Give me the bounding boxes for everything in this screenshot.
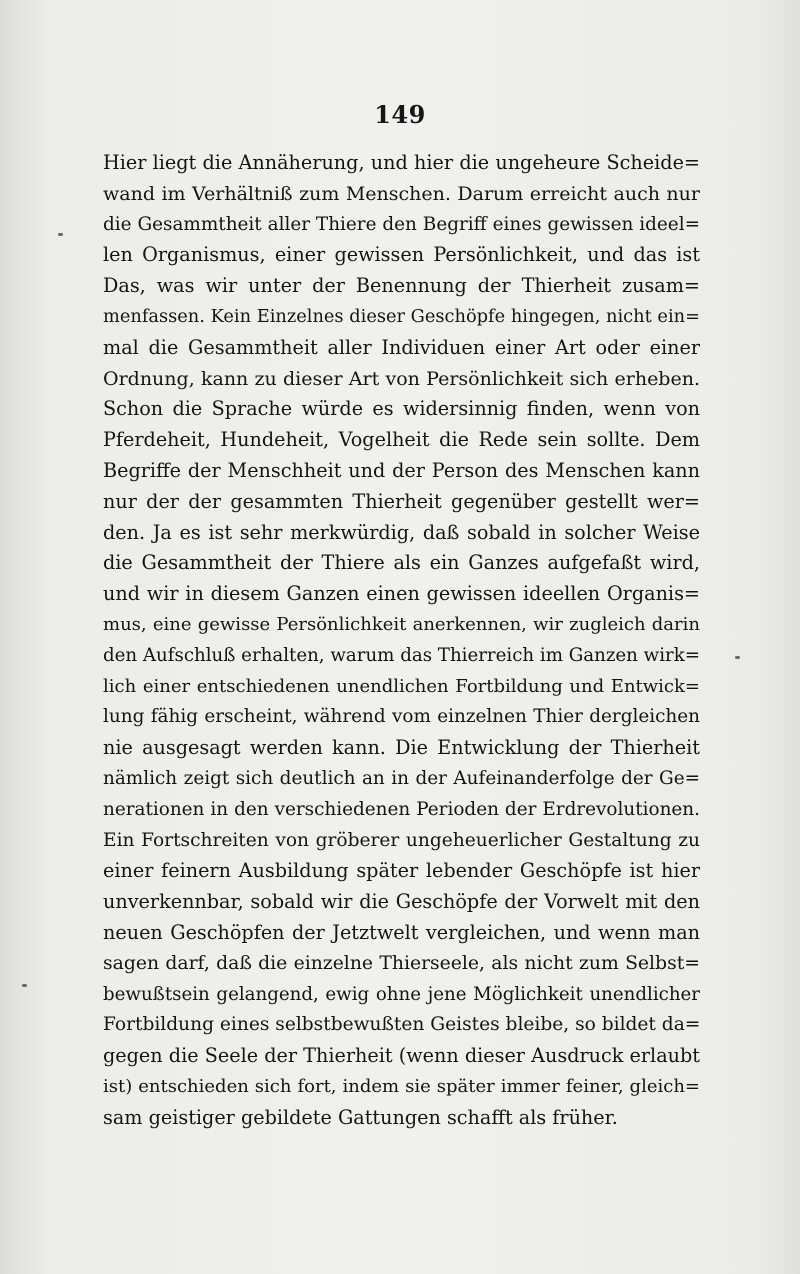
- text-line: Pferdeheit, Hundeheit, Vogelheit die Rede sein sollte. Dem: [103, 428, 700, 452]
- text-line: nerationen in den verschiedenen Perioden der Erdrevolutionen.: [103, 798, 700, 820]
- text-line: lung fähig erscheint, während vom einzelnen Thier dergleichen: [103, 706, 700, 728]
- text-line: sam geistiger gebildete Gattungen schafft als früher.: [103, 1105, 618, 1129]
- text-line: Hier liegt die Annäherung, und hier die ungeheure Scheide=: [103, 151, 700, 174]
- text-line: den Aufschluß erhalten, warum das Thierreich im Ganzen wirk=: [103, 644, 700, 666]
- text-line: nur der der gesammten Thierheit gegenüber gestellt wer=: [103, 489, 700, 513]
- text-line: sagen darf, daß die einzelne Thierseele, als nicht zum Selbst=: [103, 952, 700, 974]
- text-line: Fortbildung eines selbstbewußten Geistes bleibe, so bildet da=: [103, 1014, 700, 1036]
- text-line: ist) entschieden sich fort, indem sie später immer feiner, gleich=: [103, 1075, 700, 1097]
- text-line: wand im Verhältniß zum Menschen. Darum erreicht auch nur: [103, 182, 700, 205]
- text-line: lich einer entschiedenen unendlichen Fortbildung und Entwick=: [103, 675, 700, 697]
- text-line: nämlich zeigt sich deutlich an in der Aufeinanderfolge der Ge=: [103, 767, 700, 789]
- margin-speck: [735, 656, 740, 659]
- text-line: und wir in diesem Ganzen einen gewissen ideellen Organis=: [103, 582, 700, 606]
- body-text: [103, 148, 700, 1134]
- text-line: menfassen. Kein Einzelnes dieser Geschöpfe hingegen, nicht ein=: [103, 305, 700, 327]
- text-line: die Gesammtheit aller Thiere den Begriff eines gewissen ideel=: [103, 213, 700, 235]
- text-line: Ordnung, kann zu dieser Art von Persönlichkeit sich erheben.: [103, 367, 700, 390]
- text-line: len Organismus, einer gewissen Persönlichkeit, und das ist: [103, 243, 700, 267]
- text-line: bewußtsein gelangend, ewig ohne jene Möglichkeit unendlicher: [103, 983, 700, 1005]
- page-number: 149: [374, 100, 426, 129]
- text-line: neuen Geschöpfen der Jetztwelt vergleichen, und wenn man: [103, 920, 700, 944]
- text-line: Das, was wir unter der Benennung der Thierheit zusam=: [103, 274, 700, 298]
- margin-speck: [22, 984, 27, 987]
- text-line: den. Ja es ist sehr merkwürdig, daß sobald in solcher Weise: [103, 520, 700, 544]
- text-line: Schon die Sprache würde es widersinnig finden, wenn von: [103, 397, 700, 421]
- text-line: die Gesammtheit der Thiere als ein Ganzes aufgefaßt wird,: [103, 551, 700, 575]
- text-line: mal die Gesammtheit aller Individuen einer Art oder einer: [103, 335, 700, 359]
- text-line: unverkennbar, sobald wir die Geschöpfe der Vorwelt mit den: [103, 890, 700, 914]
- margin-speck: [58, 233, 63, 236]
- text-line: Begriffe der Menschheit und der Person des Menschen kann: [103, 458, 700, 482]
- text-line: gegen die Seele der Thierheit (wenn dieser Ausdruck erlaubt: [103, 1044, 700, 1068]
- text-line: Ein Fortschreiten von gröberer ungeheuerlicher Gestaltung zu: [103, 829, 700, 851]
- text-line: mus, eine gewisse Persönlichkeit anerkennen, wir zugleich darin: [103, 613, 700, 635]
- text-line: einer feinern Ausbildung später lebender Geschöpfe ist hier: [103, 859, 700, 883]
- text-line: nie ausgesagt werden kann. Die Entwicklung der Thierheit: [103, 736, 700, 760]
